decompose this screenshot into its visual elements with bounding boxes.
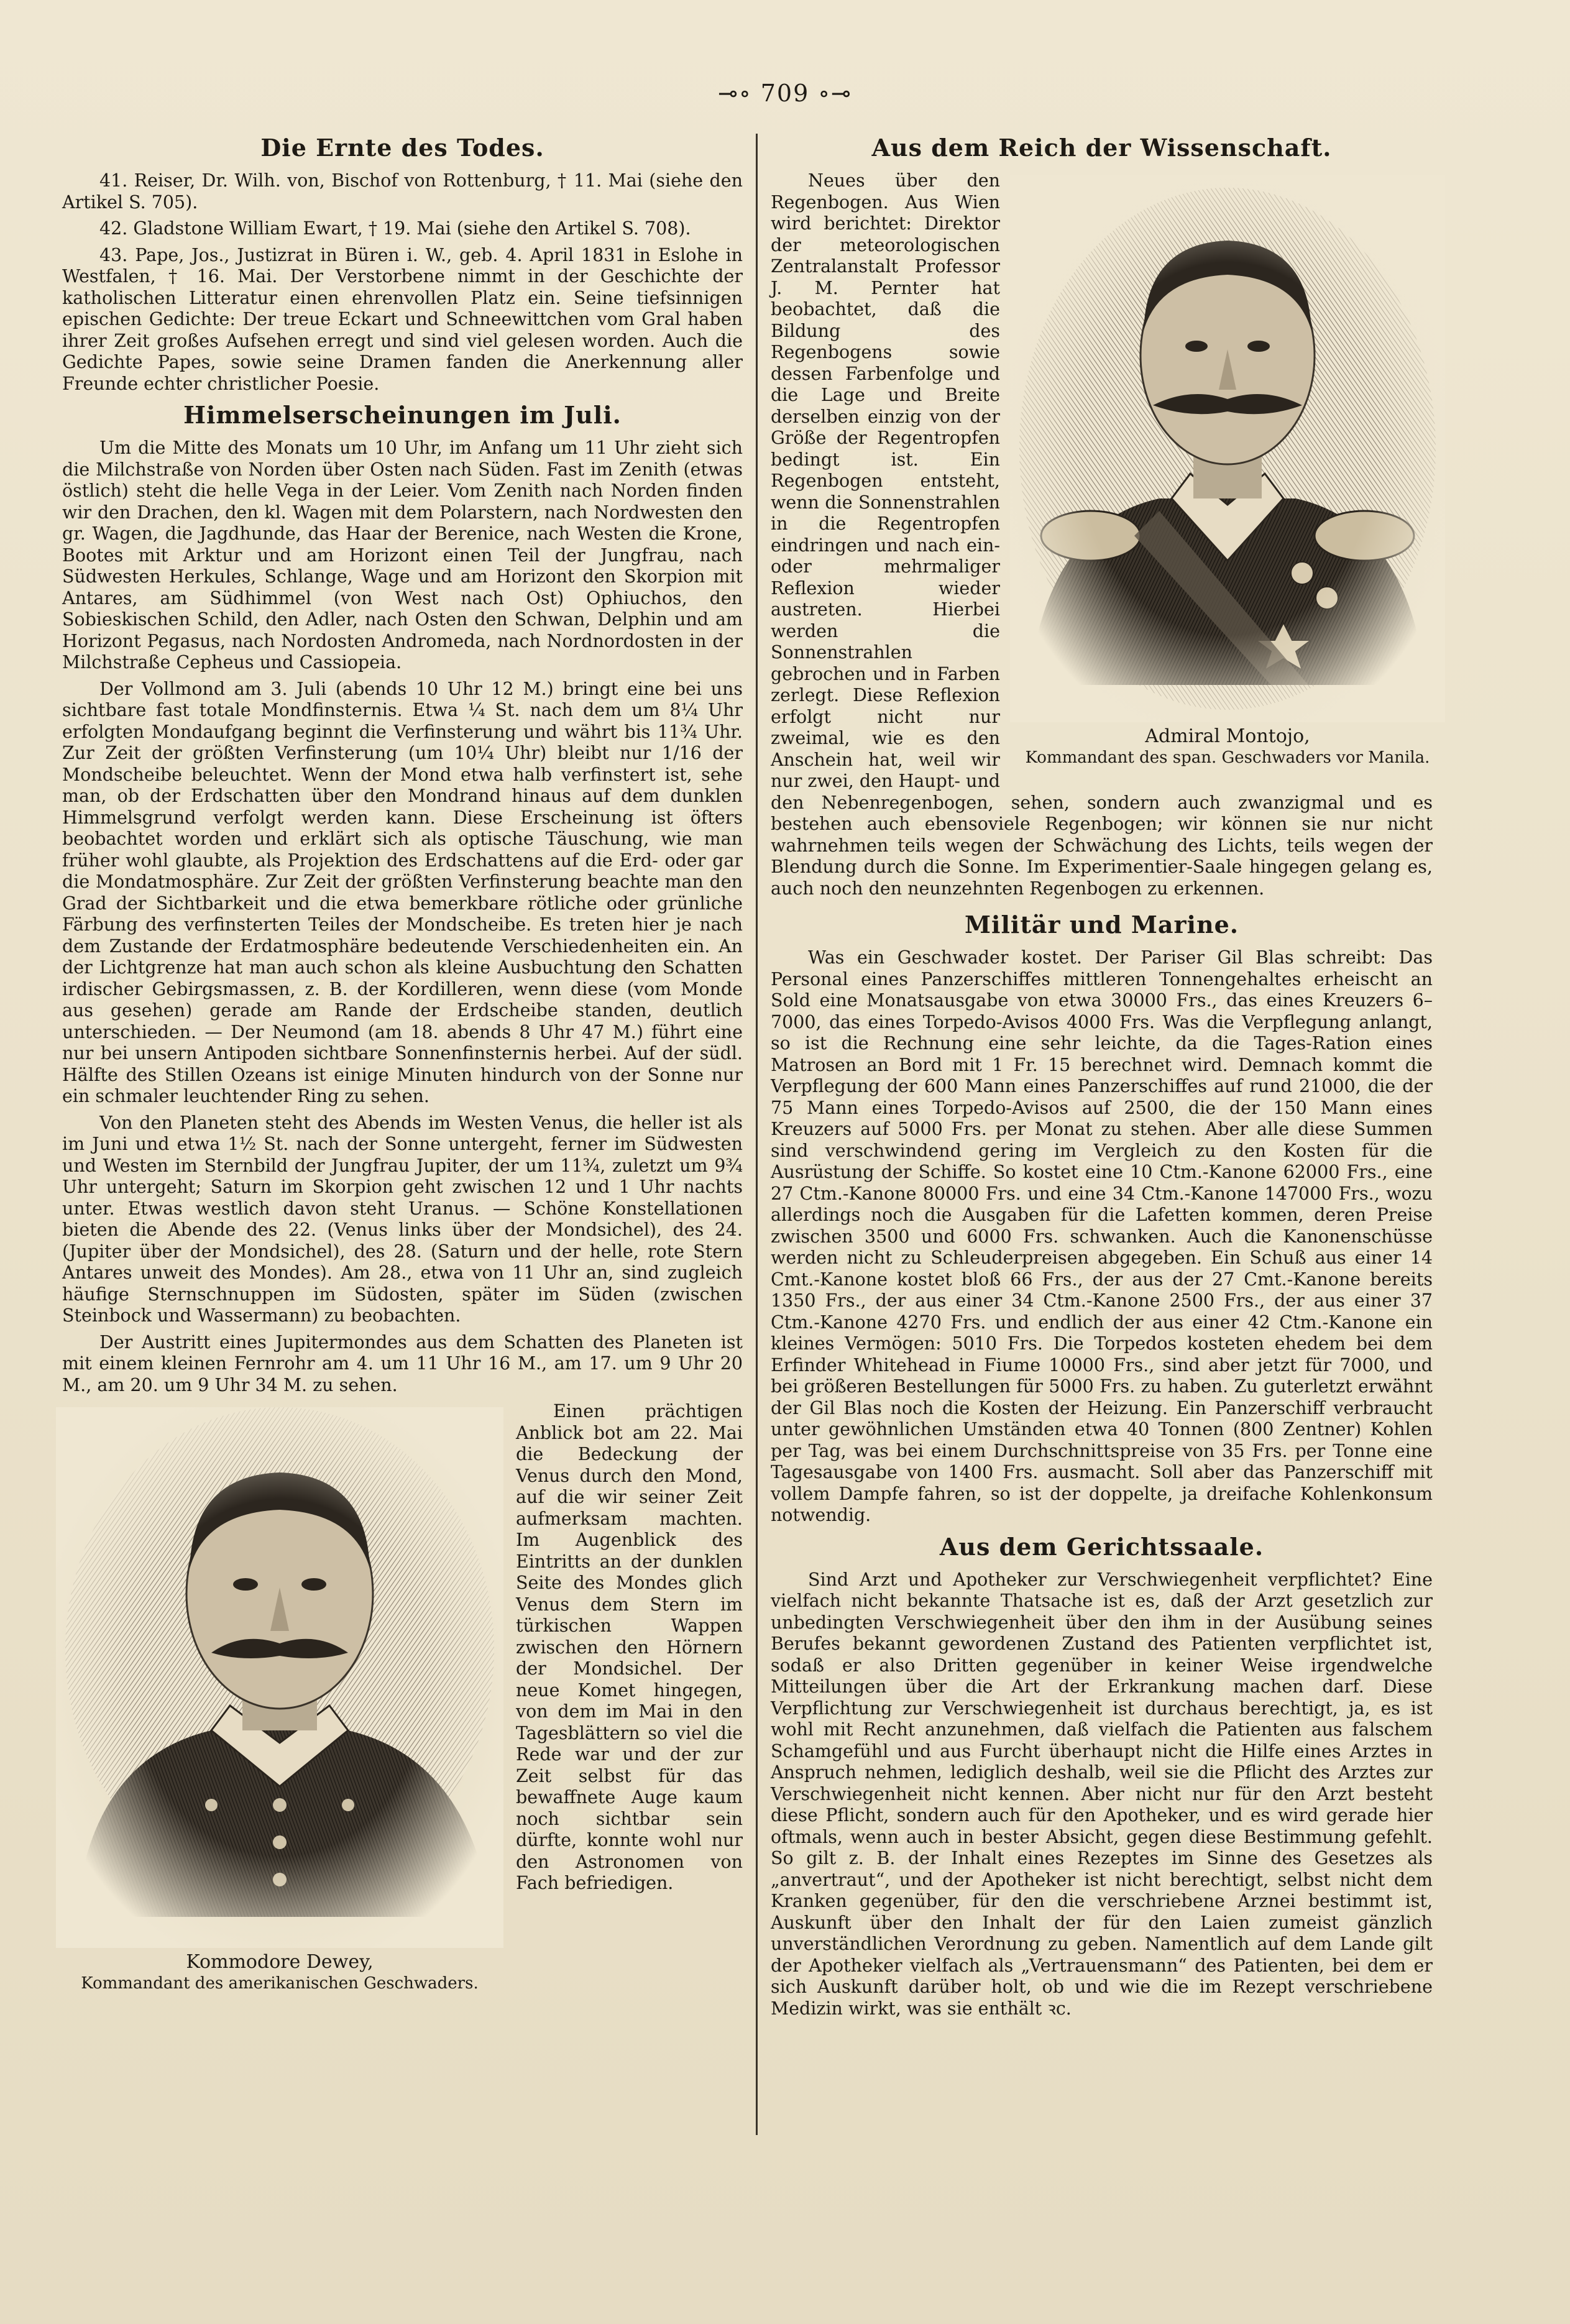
caption-montojo-name: Admiral Montojo,: [1145, 725, 1310, 747]
portrait-dewey-image: [56, 1407, 503, 1948]
section-title-court: Aus dem Gerichtssaale.: [939, 1532, 1264, 1561]
section-title-science: Aus dem Reich der Wissenschaft.: [871, 134, 1332, 162]
death-entry: 43. Pape, Jos., Justizrat in Büren i. W., geb. 4. April 1831 in Eslohe in Westfalen, † 16. Mai. Der Verstorbene nimmt in der Geschichte der katholischen Litteratur einen ehrenvollen Platz ein. Seine tiefsinnigen epischen Gedichte: Der treue Eckart und Schneewittchen vom Gral haben ihrer Zeit großes Aufsehen erregt und sind viel gelesen worden. Auch die Gedichte Papes, sowie seine Dramen fanden die Anerkennung aller Freunde echter christlicher Poesie.: [62, 244, 743, 394]
caption-dewey-name: Kommodore Dewey,: [186, 1951, 374, 1973]
portrait-montojo-image: [1010, 175, 1445, 722]
section-title-death: Die Ernte des Todes.: [260, 134, 544, 162]
caption-dewey: [56, 1952, 503, 1994]
caption-dewey-title: Kommandant des amerikanischen Geschwaders.: [81, 1974, 479, 1993]
death-entry: 42. Gladstone William Ewart, † 19. Mai (siehe den Artikel S. 708).: [99, 218, 691, 239]
section-title-military: Militär und Marine.: [964, 911, 1239, 939]
left-column: [62, 127, 743, 1998]
military-paragraph: Was ein Geschwader kostet. Der Pariser Gil Blas schreibt: Das Personal eines Panzerschiffes mittleren Tonnengehaltes erheischt an Sold eine Monatsausgabe von etwa 30000 Frs., das eines Kreuzers 6–7000, das eines Torpedo-Avisos 4000 Frs. Was die Verpflegung anlangt, so ist die Rechnung eine sehr leichte, da die Tages-Ration eines Matrosen an Bord mit 1 Fr. 15 berechnet wird. Demnach kommt die Verpflegung der 600 Mann eines Panzerschiffes auf rund 21000, die der 75 Mann eines Torpedo-Avisos auf 2500, die der 150 Mann eines Kreuzers auf 5000 Frs. per Monat zu stehen. Aber alle diese Summen sind verschwindend gering im Vergleich zu den Kosten für die Ausrüstung der Schiffe. So kostet eine 10 Ctm.-Kanone 62000 Frs., eine 27 Ctm.-Kanone 80000 Frs. und eine 34 Ctm.-Kanone 147000 Frs., wozu allerdings noch die Ausgaben für die Lafetten kommen, deren Preise zwischen 3500 und 6000 Frs. schwanken. Auch die Kanonenschüsse werden nicht zu Schleuderpreisen abgegeben. Ein Schuß aus einer 14 Cmt.-Kanone kostet bloß 66 Frs., der aus der 27 Cmt.-Kanone bereits 1350 Frs., der aus einer 34 Ctm.-Kanone 2500 Frs., der aus einer 37 Ctm.-Kanone 4270 Frs. und endlich der aus einer 42 Ctm.-Kanone ein kleines Vermögen: 5010 Frs. Die Torpedos kosteten ehedem bei dem Erfinder Whitehead in Fiume 10000 Frs., sind aber jetzt für 7000, und bei größeren Bestellungen für 5000 Frs. zu haben. Zu guterletzt erwähnt der Gil Blas noch die Kosten der Heizung. Ein Panzerschiff verbraucht unter gewöhnlichen Umständen etwa 40 Tonnen (800 Zentner) Kohlen per Tag, was bei einem Durchschnittspreise von 35 Frs. per Tonne eine Tagesausgabe von 1400 Frs. ausmacht. Soll aber das Panzerschiff mit vollem Dampfe fahren, so ist der doppelte, ja dreifache Kohlenkonsum notwendig.: [771, 947, 1433, 1525]
portrait-dewey-figure: [56, 1407, 503, 1994]
sky-paragraph: Von den Planeten steht des Abends im Westen Venus, die heller ist als im Juni und etwa 1½ St. nach der Sonne untergeht, ferner im Südwesten und Westen im Sternbild der Jungfrau Jupiter, der um 11¾, zuletzt um 9¾ Uhr untergeht; Saturn im Skorpion geht zwischen 12 und 1 Uhr nachts unter. Etwas westlich davon steht Uranus. — Schöne Konstellationen bieten die Abende des 22. (Venus links über der Mondsichel), des 24. (Jupiter über der Mondsichel), des 28. (Saturn und der helle, rote Stern Antares unweit des Mondes). Am 28., etwa von 11 Uhr an, sind zugleich häufige Sternschnuppen im Südosten, später im Süden (zwischen Steinbock und Wassermann) zu beobachten.: [62, 1112, 743, 1326]
caption-montojo: [1010, 726, 1445, 768]
death-entry: 41. Reiser, Dr. Wilh. von, Bischof von Rottenburg, † 11. Mai (siehe den Artikel S. 705).: [62, 170, 743, 213]
science-paragraph: Neues über den Regenbogen. Aus Wien wird berichtet: Direktor der meteorologischen Zentralanstalt Professor J. M. Pernter hat beobachtet, daß die Bildung des Regenbogens sowie dessen Farbenfolge und die Lage und Breite derselben einzig von der Größe der Regentropfen bedingt ist. Ein Regenbogen entsteht, wenn die Sonnenstrahlen in die Regentropfen eindringen und nach ein- oder mehrmaliger Reflexion wieder austreten. Hierbei werden die Sonnenstrahlen gebrochen und in Farben zerlegt. Diese Reflexion erfolgt nicht nur zweimal, wie es den Anschein hat, weil wir nur zwei, den Haupt- und den Nebenregenbogen, sehen, sondern auch zwanzigmal und es bestehen auch ebensoviele Regenbogen; wir können sie nur nicht wahrnehmen teils wegen der Schwächung des Lichts, teils wegen der Blendung durch die Sonne. Im Experimentier-Saale hingegen gelang es, auch noch den neunzehnten Regenbogen zu erkennen.: [771, 170, 1433, 899]
page-number: ⊸∘ 709 ∘⊸: [718, 80, 852, 107]
sky-paragraph: Der Vollmond am 3. Juli (abends 10 Uhr 12 M.) bringt eine bei uns sichtbare fast totale Mondfinsternis. Etwa ¼ St. nach dem um 8¼ Uhr erfolgten Mondaufgang beginnt die Verfinsterung und währt bis 11¾ Uhr. Zur Zeit der größten Verfinsterung (um 10¼ Uhr) bleibt nur 1/16 der Mondscheibe beleuchtet. Wenn der Mond etwa halb verfinstert ist, sehe man, ob der Erdschatten über den Mondrand hinaus auf dem dunklen Himmelsgrund verfolgt werden kann. Diese Erscheinung ist öfters beobachtet worden und erklärt sich als optische Täuschung, wie man früher wohl glaubte, als Projektion des Erdschattens auf die Erd- oder gar die Mondatmosphäre. Zur Zeit der größten Verfinsterung beachte man den Grad der Sichtbarkeit und die etwa bemerkbare rötliche oder grünliche Färbung des verfinsterten Teiles der Mondscheibe. Es treten hier je nach dem Zustande der Erdatmosphäre bedeutende Verschiedenheiten ein. An der Lichtgrenze hat man auch schon als kleine Ausbuchtung den Schatten irdischer Gebirgsmassen, z. B. der Kordilleren, wenn diese (vom Monde aus gesehen) gerade am Rande der Erdscheibe standen, deutlich unterschieden. — Der Neumond (am 18. abends 8 Uhr 47 M.) führt eine nur bei unsern Antipoden sichtbare Sonnenfinsternis herbei. Auf der südl. Hälfte des Stillen Ozeans ist einige Minuten hindurch von der Sonne nur ein schmaler leuchtender Ring zu sehen.: [62, 678, 743, 1106]
sky-paragraph: Einen prächtigen Anblick bot am 22. Mai die Bedeckung der Venus durch den Mond, auf die wir seiner Zeit aufmerksam machten. Im Augenblick des Eintritts an der dunklen Seite des Mondes glich Venus dem Stern im türkischen Wappen zwischen den Hörnern der Mondsichel. Der neue Komet hingegen, von dem im Mai in den Tagesblättern so viel die Rede war und der zur Zeit selbst für das bewaffnete Auge kaum noch sichtbar sein dürfte, konnte wohl nur den Astronomen von Fach befriedigen.: [516, 1401, 743, 1893]
sky-paragraph: Um die Mitte des Monats um 10 Uhr, im Anfang um 11 Uhr zieht sich die Milchstraße von Norden über Osten nach Süden. Fast im Zenith (etwas östlich) steht die helle Vega in der Leier. Vom Zenith nach Norden finden wir den Drachen, den kl. Wagen mit dem Polarstern, nach Nordwesten den gr. Wagen, die Jagdhunde, das Haar der Berenice, nach Westen die Krone, Bootes mit Arktur und am Horizont einen Teil der Jungfrau, nach Südwesten Herkules, Schlange, Wage und am Horizont den Skorpion mit Antares, am Südhimmel (von West nach Ost) Ophiuchos, den Sobieskischen Schild, den Adler, nach Osten den Schwan, Delphin und am Horizont Pegasus, nach Nordosten Andromeda, nach Nordnordosten in der Milchstraße Cepheus und Cassiopeia.: [62, 438, 743, 673]
right-column: [771, 127, 1433, 2024]
column-divider: [756, 134, 758, 2135]
portrait-montojo-figure: [1010, 175, 1445, 768]
sky-paragraph: Der Austritt eines Jupitermondes aus dem Schatten des Planeten ist mit einem kleinen Fernrohr am 4. um 11 Uhr 16 M., am 17. um 9 Uhr 20 M., am 20. um 9 Uhr 34 M. zu sehen.: [62, 1331, 743, 1395]
caption-montojo-title: Kommandant des span. Geschwaders vor Manila.: [1025, 748, 1430, 767]
court-paragraph: Sind Arzt und Apotheker zur Verschwiegenheit verpflichtet? Eine vielfach nicht bekannte Thatsache ist es, daß der Arzt gesetzlich zur unbedingten Verschwiegenheit über den ihm in der Ausübung seines Berufes bekannt gewordenen Zustand des Patienten verpflichtet ist, sodaß er also Dritten gegenüber in keiner Weise irgendwelche Mitteilungen über die Art der Erkrankung machen darf. Diese Verpflichtung zur Verschwiegenheit ist durchaus berechtigt, ja, es ist wohl mit Recht anzunehmen, daß vielfach die Patienten aus falschem Schamgefühl und aus Furcht überhaupt nicht die Hilfe eines Arztes in Anspruch nehmen, lediglich deshalb, weil sie die Pflicht des Arztes zur Verschwiegenheit nicht kennen. Aber nicht nur für den Arzt besteht diese Pflicht, sondern auch für den Apotheker, und es wird gerade hier oftmals, wenn auch in bester Absicht, gegen diese Bestimmung gefehlt. So gilt z. B. der Inhalt eines Rezeptes im Sinne des Gesetzes als „anvertraut“, und der Apotheker ist nicht berechtigt, selbst nicht dem Kranken gegenüber, für den die verschriebene Arznei bestimmt ist, Auskunft über den Inhalt der für den Laien zumeist gänzlich unverständlichen Verordnung zu geben. Namentlich auf dem Lande gilt der Apotheker vielfach als „Vertrauensmann“ des Patienten, bei dem er sich Auskunft darüber holt, ob und wie die im Rezept verschriebene Medizin wirkt, was sie enthält ꝛc.: [771, 1569, 1433, 2019]
section-title-sky: Himmelserscheinungen im Juli.: [183, 401, 622, 429]
